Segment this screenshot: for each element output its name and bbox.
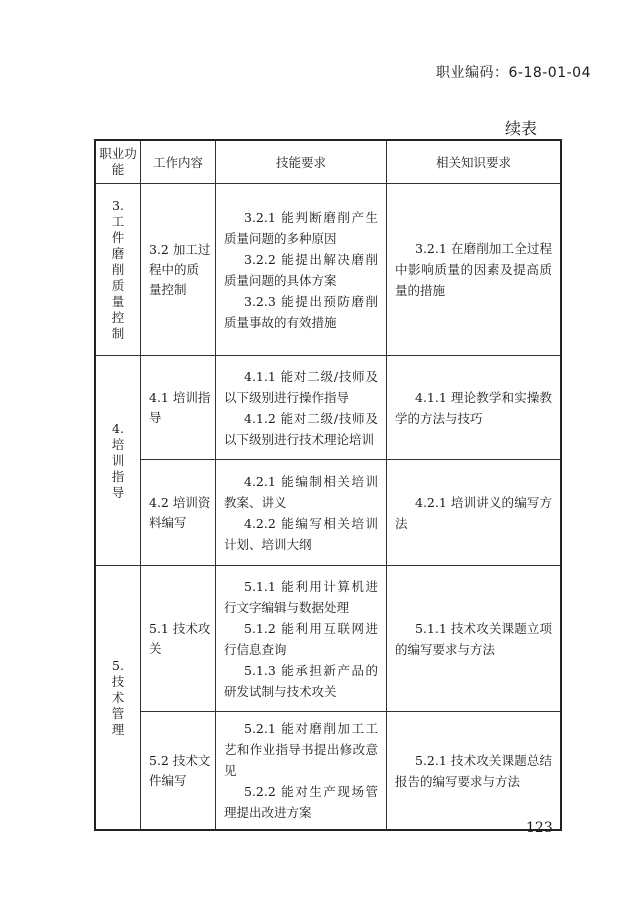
knowledge-cell	[387, 460, 562, 566]
continued-label: 续表	[505, 119, 538, 138]
function-cell	[95, 566, 141, 831]
knowledge-item: 4.1.1 理论教学和实操教学的方法与技巧	[395, 389, 552, 426]
knowledge-cell	[387, 566, 562, 712]
table-row	[95, 184, 561, 356]
skill-cell	[216, 184, 387, 356]
skill-item: 3.2.1 能判断磨削产生质量问题的多种原因	[224, 209, 378, 246]
skill-cell	[216, 566, 387, 712]
table-row	[95, 712, 561, 831]
knowledge-cell	[387, 712, 562, 831]
knowledge-cell	[387, 184, 562, 356]
work-content-cell: 4.1 培训指导	[141, 356, 216, 460]
skill-cell	[216, 356, 387, 460]
skill-item: 3.2.3 能提出预防磨削质量事故的有效措施	[224, 293, 378, 330]
skill-item: 4.2.1 能编制相关培训教案、讲义	[224, 473, 378, 510]
function-cell	[95, 356, 141, 566]
skill-item: 5.1.2 能利用互联网进行信息查询	[224, 620, 378, 657]
knowledge-item: 5.2.1 技术攻关课题总结报告的编写要求与方法	[395, 752, 552, 789]
work-content-cell: 4.2 培训资料编写	[141, 460, 216, 566]
skill-item: 5.2.2 能对生产现场管理提出改进方案	[224, 784, 378, 820]
work-content-cell: 5.1 技术攻关	[141, 566, 216, 712]
function-label: 4. 培训指导	[111, 420, 125, 500]
table-row	[95, 356, 561, 460]
skill-item: 3.2.2 能提出解决磨削质量问题的具体方案	[224, 251, 378, 288]
header-function: 职业功能	[95, 140, 141, 184]
function-cell	[95, 184, 141, 356]
skill-item: 5.2.1 能对磨削加工工艺和作业指导书提出修改意见	[224, 721, 378, 778]
occupation-code: 职业编码：6-18-01-04	[435, 65, 591, 81]
header-skill-requirements: 技能要求	[216, 140, 387, 184]
skill-item: 4.2.2 能编写相关培训计划、培训大纲	[224, 515, 378, 552]
table-header-row	[95, 140, 561, 184]
skill-item: 5.1.3 能承担新产品的研发试制与技术攻关	[224, 662, 378, 699]
skill-item: 5.1.1 能利用计算机进行文字编辑与数据处理	[224, 578, 378, 615]
table-row	[95, 460, 561, 566]
knowledge-item: 4.2.1 培训讲义的编写方法	[395, 494, 552, 531]
skill-item: 4.1.1 能对二级/技师及以下级别进行操作指导	[224, 368, 378, 405]
header-work-content: 工作内容	[141, 140, 216, 184]
header-knowledge-requirements: 相关知识要求	[387, 140, 562, 184]
work-content-cell: 5.2 技术文件编写	[141, 712, 216, 831]
skill-cell	[216, 712, 387, 831]
table-row	[95, 566, 561, 712]
function-label: 5. 技术管理	[111, 657, 125, 737]
knowledge-item: 5.1.1 技术攻关课题立项的编写要求与方法	[395, 620, 552, 657]
skill-cell	[216, 460, 387, 566]
knowledge-item: 3.2.1 在磨削加工全过程中影响质量的因素及提高质量的措施	[395, 241, 552, 298]
work-content-cell: 3.2 加工过程中的质量控制	[141, 184, 216, 356]
page-number: 123	[526, 820, 553, 836]
skill-item: 4.1.2 能对二级/技师及以下级别进行技术理论培训	[224, 410, 378, 447]
function-label: 3. 工件磨削质量控制	[111, 197, 125, 341]
knowledge-cell	[387, 356, 562, 460]
skill-standard-table	[94, 139, 562, 831]
